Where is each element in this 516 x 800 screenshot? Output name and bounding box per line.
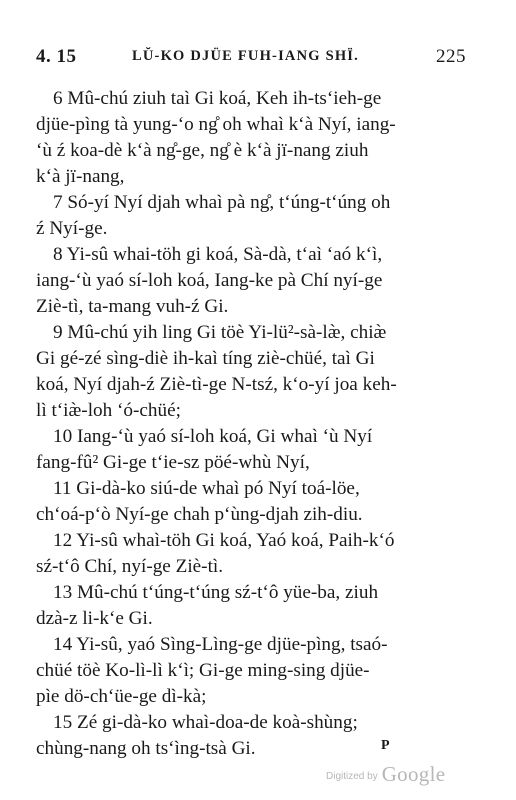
verse-13-line-1: 13 Mû-chú t‘úng-t‘úng sź-t‘ô yüe-ba, ziuh xyxy=(53,582,379,603)
running-head xyxy=(36,46,466,72)
verse-9-line-1: 9 Mû-chú yih ling Gi töè Yi-lü²-sà-læ̀, chiæ̀ xyxy=(53,322,387,343)
verse-10-line-2: fang-fû² Gi-ge t‘ie-sz pöé-whù Nyí, xyxy=(36,452,310,473)
verse-12-line-1: 12 Yi-sû whaì-töh Gi koá, Yaó koá, Paih-k‘ó xyxy=(53,530,395,551)
chapter-verse-reference: 4. 15 xyxy=(36,46,77,67)
verse-14-line-2: chüé töè Ko-lì-lì k‘ì; Gi-ge ming-sing djüe- xyxy=(36,660,370,681)
verse-14-line-1: 14 Yi-sû, yaó Sìng-Lìng-ge djüe-pìng, tsaó- xyxy=(53,634,388,655)
verse-12-line-2: sź-t‘ô Chí, nyí-ge Ziè-tì. xyxy=(36,556,224,577)
verse-11-line-2: ch‘oá-p‘ò Nyí-ge chah p‘ùng-djah zih-diu. xyxy=(36,504,363,525)
google-logo: Google xyxy=(381,762,446,786)
verse-8-line-3: Ziè-tì, ta-mang vuh-ź Gi. xyxy=(36,296,229,317)
verse-7-line-1: 7 Só-yí Nyí djah whaì pà ng̊, t‘úng-t‘úng oh xyxy=(53,192,391,213)
verse-9-line-2: Gi gé-zé sìng-diè ih-kaì tíng ziè-chüé, taì Gi xyxy=(36,348,375,369)
verse-15-line-2: chùng-nang oh ts‘ìng-tsà Gi. xyxy=(36,738,256,759)
verse-10-line-1: 10 Iang-‘ù yaó sí-loh koá, Gi whaì ‘ù Nyí xyxy=(53,426,373,447)
digitization-watermark xyxy=(326,762,445,787)
verse-8-line-1: 8 Yi-sû whai-töh gi koá, Sà-dà, t‘aì ‘aó k‘ì, xyxy=(53,244,383,265)
verse-6-line-1: 6 Mû-chú ziuh taì Gi koá, Keh ih-ts‘ieh-ge xyxy=(53,88,382,109)
verse-9-line-4: lì t‘iæ̀-loh ‘ó-chüé; xyxy=(36,400,181,421)
verse-6-line-3: ‘ù ź koa-dè k‘à ng̊-ge, ng̊ è k‘à jï-nang ziuh xyxy=(36,140,369,161)
book-title-header: LŬ-KO DJÜE FUH-IANG SHÏ. xyxy=(132,48,359,64)
verse-11-line-1: 11 Gi-dà-ko siú-de whaì pó Nyí toá-löe, xyxy=(53,478,360,499)
verse-6-line-4: k‘à jï-nang, xyxy=(36,166,125,187)
verse-9-line-3: koá, Nyí djah-ź Ziè-tì-ge N-tsź, k‘o-yí joa keh- xyxy=(36,374,397,395)
verse-14-line-3: pìe dö-ch‘üe-ge dì-kà; xyxy=(36,686,207,707)
verse-7-line-2: ź Nyí-ge. xyxy=(36,218,108,239)
page-number: 225 xyxy=(436,46,466,67)
verse-8-line-2: iang-‘ù yaó sí-loh koá, Iang-ke pà Chí nyí-ge xyxy=(36,270,383,291)
verse-13-line-2: dzà-z li-k‘e Gi. xyxy=(36,608,153,629)
verse-6-line-2: djüe-pìng tà yung-‘o ng̊ oh whaì k‘à Nyí, iang- xyxy=(36,114,396,135)
watermark-prefix: Digitized by xyxy=(326,771,378,782)
signature-mark: P xyxy=(381,738,390,753)
verse-15-line-1: 15 Zé gi-dà-ko whaì-doa-de koà-shùng; xyxy=(53,712,358,733)
